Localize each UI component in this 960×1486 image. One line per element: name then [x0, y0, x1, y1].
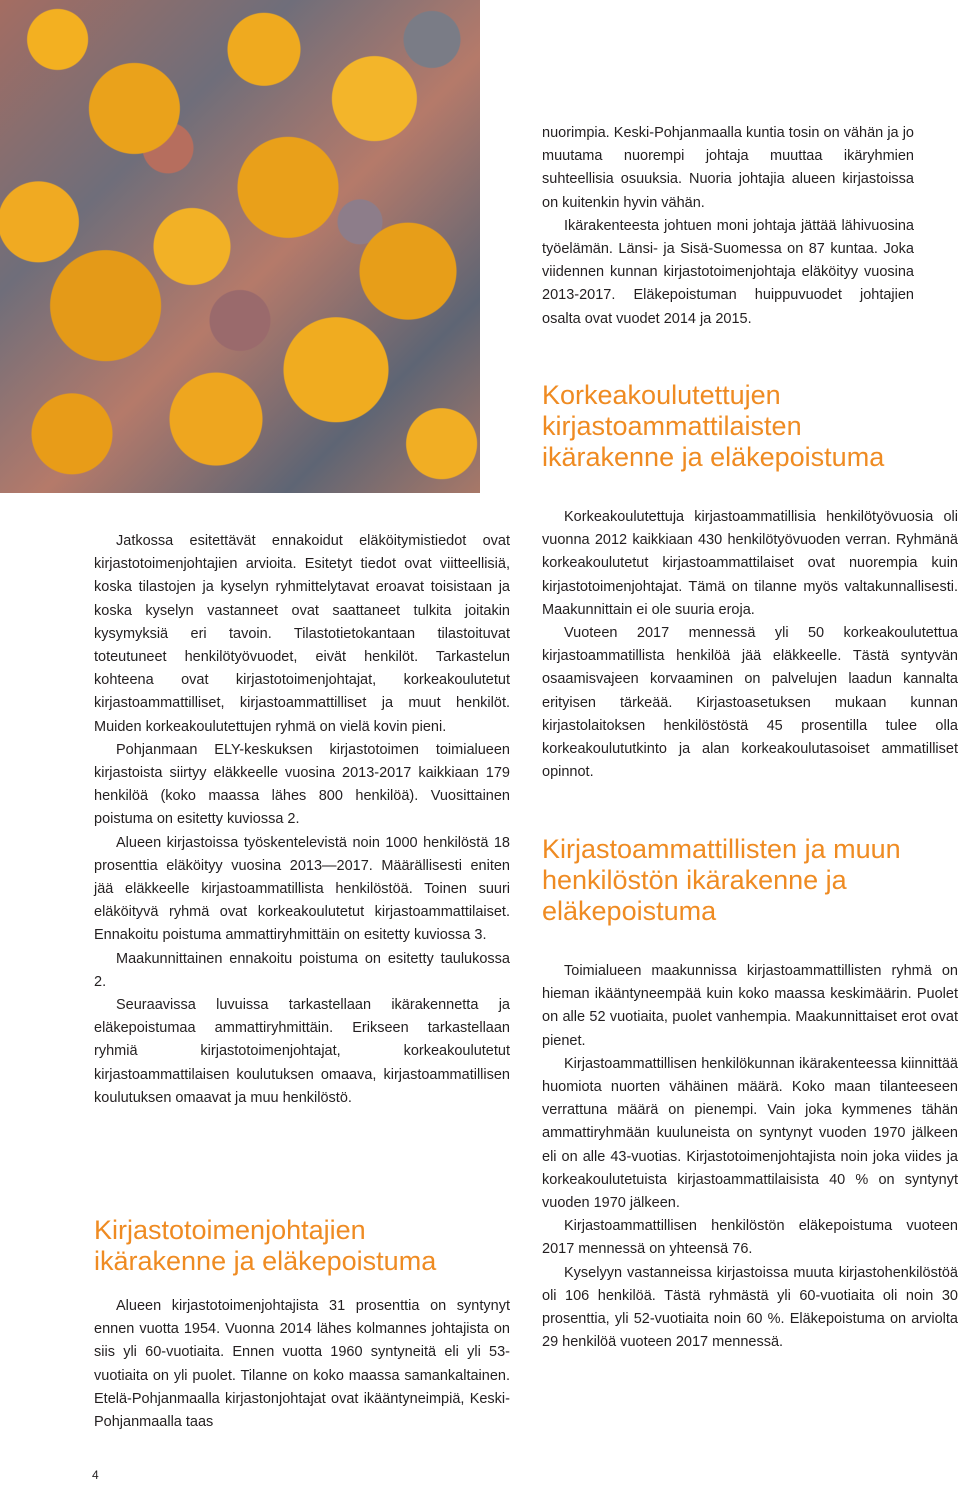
paragraph: Kyselyyn vastanneissa kirjastoissa muuta kirjastohenkilöstöä oli 106 henkilöä. Tästä ryhmästä yli 60-vuotiaita oli noin 30 prosenttia, yli 52-vuotiaita noin 60 %. Eläkepoistuma on arviolta 29 henkilöä vuoteen 2017 mennessä. [542, 1264, 958, 1351]
page-number: 4 [92, 1468, 99, 1482]
right-top-text [542, 122, 914, 331]
right-bottom-text [542, 960, 958, 1354]
paragraph: Maakunnittainen ennakoitu poistuma on esitetty taulukossa 2. [94, 950, 510, 990]
paragraph: Seuraavissa luvuissa tarkastellaan ikärakennetta ja eläkepoistumaa ammattiryhmittäin. Erikseen tarkastellaan ryhmiä kirjastotoimenjohtajat, korkeakoulutetut kirjastoammattilaisen koulutuksen omaava, kirjastoammatillisen koulutuksen omaavat ja muu henkilöstö. [94, 997, 510, 1106]
paragraph: Toimialueen maakunnissa kirjastoammattillisten ryhmä on hieman ikääntyneempää kuin koko maassa keskimäärin. Puolet on alle 52 vuotiaita, puolet vanhempia. Maakunnittaiset erot ovat pienet. [542, 963, 958, 1049]
section-heading-kirjastotoimenjohtajat: Kirjastotoimenjohtajien ikärakenne ja eläkepoistuma [94, 1215, 437, 1276]
lichen-rock-photo [0, 0, 480, 493]
paragraph: Kirjastoammattillisen henkilöstön eläkepoistuma vuoteen 2017 mennessä on yhteensä 76. [542, 1218, 958, 1258]
section-heading-kirjastoammattilliset: Kirjastoammattillisten ja muun henkilöstön ikärakenne ja eläkepoistuma [542, 834, 901, 926]
left-column-text [94, 530, 510, 1110]
left-bottom-text [94, 1295, 510, 1434]
paragraph: Jatkossa esitettävät ennakoidut eläköitymistiedot ovat kirjastotoimenjohtajien arvioita. Esitetyt tiedot ovat viitteellisiä, koska tilastojen ja kyselyn ryhmittelytavat eroavat toisistaan ja koska kyselyn vastanneet ovat saattaneet tulkita joitakin kysymyksiä eri tavoin. Tilastotietokantaan tilastoituvat toteutuneet henkilötyövuodet, eivät henkilöt. Tarkastelun kohteena ovat kirjastotoimenjohtajat, korkeakoulutetut kirjastoammattilliset, kirjastoammattilliset ja muut henkilöt. Muiden korkeakoulutettujen ryhmä on vielä kovin pieni. [94, 533, 510, 735]
right-middle-text [542, 506, 958, 784]
paragraph: Ikärakenteesta johtuen moni johtaja jättää lähivuosina työelämän. Länsi- ja Sisä-Suomessa on 87 kuntaa. Joka viidennen kunnan kirjastotoimenjohtaja eläköityy vuosina 2013-2017. Eläkepoistuman huippuvuodet johtajien osalta ovat vuodet 2014 ja 2015. [542, 217, 914, 327]
section-heading-korkeakoulutetut: Korkeakoulutettujen kirjastoammattilaisten ikärakenne ja eläkepoistuma [542, 380, 885, 472]
paragraph: Alueen kirjastotoimenjohtajista 31 prosenttia on syntynyt ennen vuotta 1954. Vuonna 2014 lähes kolmannes johtajista on siis yli 60-vuotiaita. Ennen vuotta 1960 syntyneitä eli yli 53-vuotiaita on yli puolet. Tilanne on koko maassa samankaltainen. Etelä-Pohjanmaalla kirjastonjohtajat ovat ikääntyneimpiä, Keski-Pohjanmaalla taas [94, 1298, 510, 1431]
paragraph: nuorimpia. Keski-Pohjanmaalla kuntia tosin on vähän ja jo muutama nuorempi johtaja muuttaa ikäryhmien suhteellisia osuuksia. Nuoria johtajia alueen kirjastoissa on kuitenkin hyvin vähän. [542, 125, 914, 211]
paragraph: Kirjastoammattillisen henkilökunnan ikärakenteessa kiinnittää huomiota nuorten vähäinen määrä. Koko maan tilanteeseen verrattuna määrä on pienempi. Vain joka kymmenes tähän ammattiryhmään kuuluneista on syntynyt vuoden 1970 jälkeen eli on alle 43-vuotias. Kirjastotoimenjohtajista noin joka viides ja korkeakoulutetuista kirjastoammattilaisista 40 % on syntynyt vuoden 1970 jälkeen. [542, 1055, 958, 1212]
paragraph: Pohjanmaan ELY-keskuksen kirjastotoimen toimialueen kirjastoista siirtyy eläkkeelle vuosina 2013-2017 kaikkiaan 179 henkilöä (koko maassa lähes 800 henkilöä). Vuosittainen poistuma on esitetty kuviossa 2. [94, 741, 510, 828]
paragraph: Korkeakoulutettuja kirjastoammatillisia henkilötyövuosia oli vuonna 2012 kaikkiaan 430 henkilötyövuoden verran. Ryhmänä korkeakoulutetut kirjastoammattilaiset ovat nuorempia kuin kirjastotoimenjohtajat. Tämä on tilanne myös valtakunnallisesti. Maakunnittain ei ole suuria eroja. [542, 509, 958, 618]
paragraph: Alueen kirjastoissa työskentelevistä noin 1000 henkilöstä 18 prosenttia eläköityy vuosina 2013—2017. Määrällisesti eniten jää eläkkeelle kirjastoammatillista henkilöstöä. Toinen suuri eläköityvä ryhmä ovat korkeakoulutetut kirjastoammattilaiset. Ennakoitu poistuma ammattiryhmittäin on esitetty kuviossa 3. [94, 834, 510, 944]
paragraph: Vuoteen 2017 mennessä yli 50 korkeakoulutettua kirjastoammatillista henkilöä jää eläkkeelle. Tästä syntyvän osaamisvajeen korvaaminen on palvelujen laadun kannalta erityisen tärkeää. Kirjastoasetuksen mukaan kunnan kirjastolaitoksen henkilöstöstä 45 prosentilla tulee olla korkeakoulututkinto ja alan korkeakoulutasoiset ammatilliset opinnot. [542, 625, 958, 781]
